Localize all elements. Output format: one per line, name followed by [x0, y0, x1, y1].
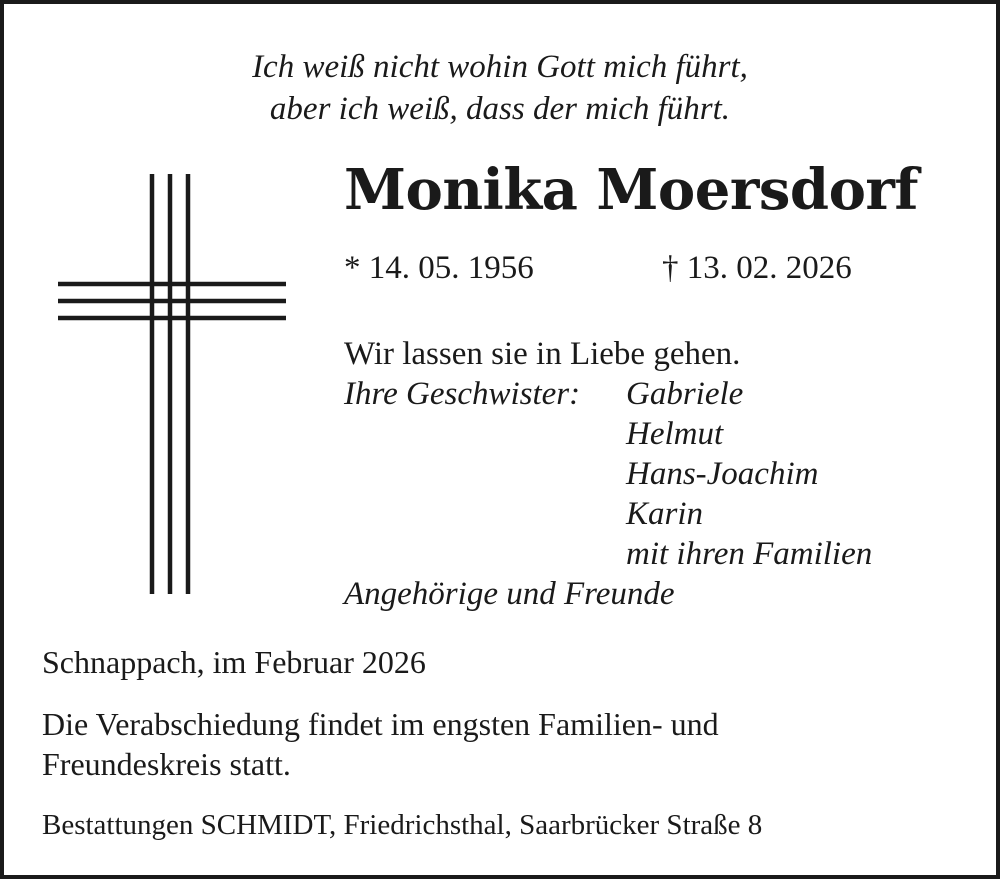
farewell-line-2: Freundeskreis statt.	[42, 746, 291, 782]
relatives-and-friends: Angehörige und Freunde	[344, 576, 675, 612]
quote-line-2: aber ich weiß, dass der mich führt.	[269, 91, 731, 127]
sibling-name: Gabriele	[626, 376, 744, 412]
place-and-date: Schnappach, im Februar 2026	[42, 644, 426, 680]
quote-line-1: Ich weiß nicht wohin Gott mich führt,	[252, 49, 748, 85]
undertaker-info: Bestattungen SCHMIDT, Friedrichsthal, Saarbrücker Straße 8	[42, 809, 763, 841]
sibling-name: Hans-Joachim	[626, 456, 819, 492]
siblings-label: Ihre Geschwister:	[344, 376, 581, 412]
death-date: † 13. 02. 2026	[662, 250, 852, 286]
sibling-families: mit ihren Familien	[626, 536, 873, 572]
birth-date: * 14. 05. 1956	[344, 250, 534, 286]
cross-icon	[54, 174, 294, 599]
sibling-name: Karin	[626, 496, 704, 532]
sibling-name: Helmut	[626, 416, 724, 452]
farewell-line-1: Die Verabschiedung findet im engsten Familien- und	[42, 706, 719, 742]
deceased-name: Monika Moersdorf	[344, 157, 919, 223]
mourning-intro: Wir lassen sie in Liebe gehen.	[344, 336, 741, 372]
